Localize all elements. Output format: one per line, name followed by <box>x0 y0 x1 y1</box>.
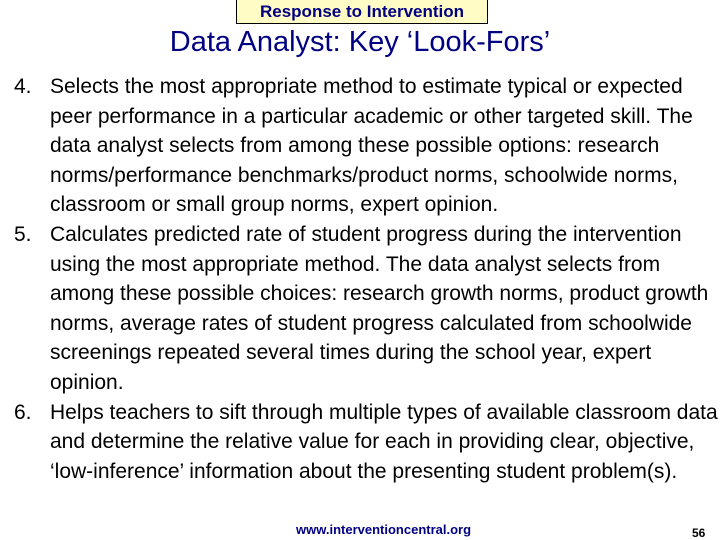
footer-url: www.interventioncentral.org <box>296 522 472 537</box>
slide-title: Data Analyst: Key ‘Look-Fors’ <box>169 26 551 58</box>
page-number: 56 <box>692 526 706 540</box>
list-item <box>14 220 720 398</box>
header-banner: Response to Intervention <box>236 0 488 24</box>
item-text: Helps teachers to sift through multiple types of available classroom data and determine the relative value for each in providing clear, objective, ‘low-inference’ information about the presenting student problem(s). <box>50 400 718 483</box>
look-fors-list <box>14 72 720 486</box>
item-number: 6. <box>14 400 32 424</box>
list-item <box>14 72 720 220</box>
item-text: Calculates predicted rate of student progress during the intervention using the most appropriate method. The data analyst selects from among these possible choices: research growth norms, product growth norms, average rates of student progress calculated from schoolwide screenings repeated several times during the school year, expert opinion. <box>50 222 709 394</box>
item-number: 5. <box>14 222 32 246</box>
list-item <box>14 398 720 487</box>
item-number: 4. <box>14 75 32 98</box>
item-text: Selects the most appropriate method to estimate typical or expected peer performance in a particular academic or other targeted skill. The data analyst selects from among these possible options: research norms/performance benchmarks/product norms, schoolwide norms, classroom or small group norms, expert opinion. <box>50 75 693 217</box>
